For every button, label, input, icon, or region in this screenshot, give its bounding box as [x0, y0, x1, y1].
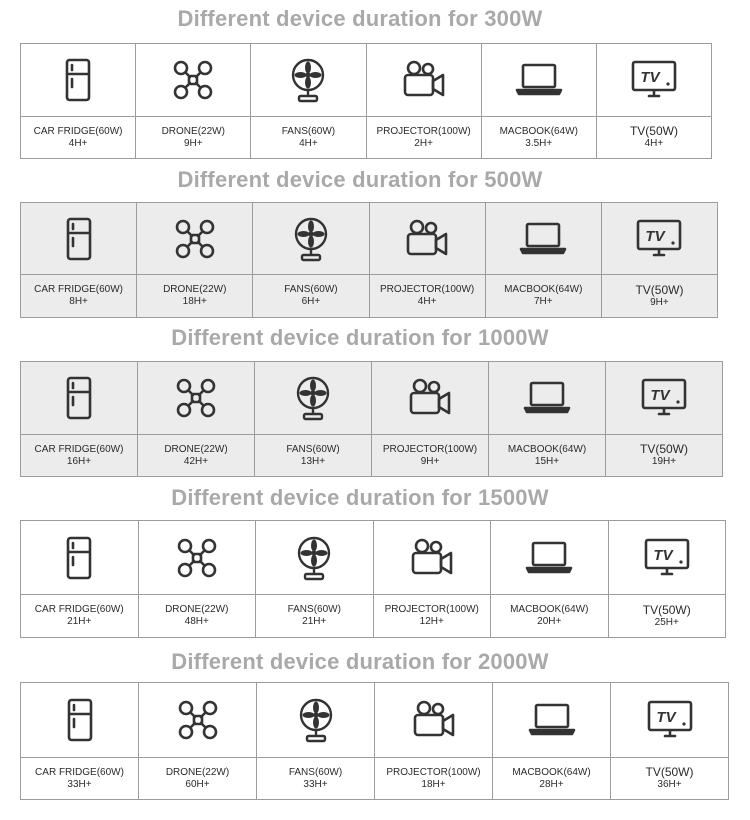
- device-duration: 9H+: [183, 137, 203, 149]
- device-text: [367, 117, 481, 158]
- device-icon-area: [136, 44, 250, 117]
- device-cell: [491, 521, 609, 637]
- device-duration: 3.5H+: [525, 137, 553, 149]
- device-duration: 18H+: [421, 778, 446, 790]
- device-label: CAR FRIDGE(60W): [35, 766, 124, 778]
- device-duration: 21H+: [302, 616, 327, 627]
- fridge-icon: [53, 55, 103, 105]
- device-label: MACBOOK(64W): [510, 604, 589, 615]
- device-cell: [482, 44, 597, 158]
- device-icon-area: [256, 521, 373, 595]
- device-icon-area: [486, 203, 601, 275]
- fan-icon: [289, 533, 339, 583]
- section-title: Different device duration for 300W: [177, 6, 543, 31]
- device-text: [491, 595, 608, 637]
- device-text: [486, 275, 601, 317]
- device-duration: 15H+: [534, 455, 560, 467]
- device-icon-area: [21, 683, 138, 758]
- drone-icon: [173, 695, 223, 745]
- device-label: MACBOOK(64W): [507, 443, 587, 455]
- device-text: [21, 758, 138, 799]
- device-cell: [609, 521, 726, 637]
- device-icon-area: [482, 44, 596, 117]
- device-cell: [251, 44, 366, 158]
- laptop-icon: [527, 695, 577, 745]
- device-text: [609, 595, 726, 637]
- device-duration: 60H+: [185, 778, 210, 790]
- device-duration: 9H+: [420, 455, 440, 467]
- projector-icon: [402, 214, 452, 264]
- device-icon-area: [21, 44, 135, 117]
- device-cell: [253, 203, 369, 317]
- device-label: DRONE(22W): [165, 604, 229, 615]
- device-duration: 8H+: [69, 296, 88, 307]
- device-cell: [21, 683, 139, 799]
- tv-icon: [629, 55, 679, 105]
- device-label: CAR FRIDGE(60W): [34, 284, 124, 295]
- device-duration: 4H+: [417, 296, 437, 307]
- drone-icon: [172, 533, 222, 583]
- device-cell: [367, 44, 482, 158]
- device-icon-area: [139, 521, 256, 595]
- drone-icon: [171, 373, 221, 423]
- device-label: TV(50W): [645, 765, 694, 779]
- device-cell: [486, 203, 602, 317]
- device-label: FANS(60W): [286, 443, 340, 455]
- fan-icon: [288, 373, 338, 423]
- device-text: [374, 595, 491, 637]
- device-icon-area: [370, 203, 485, 275]
- device-text: [255, 435, 371, 476]
- device-cell: [21, 362, 138, 476]
- device-label: PROJECTOR(100W): [382, 443, 478, 455]
- device-text: [138, 435, 254, 476]
- device-icon-area: [597, 44, 711, 117]
- tv-icon: [634, 214, 684, 264]
- fridge-icon: [55, 695, 105, 745]
- device-cell: [137, 203, 253, 317]
- device-text: [21, 595, 138, 637]
- device-duration: 18H+: [182, 296, 207, 307]
- device-duration: 33H+: [67, 778, 92, 790]
- device-cell: [372, 362, 489, 476]
- fridge-icon: [54, 214, 104, 264]
- device-table: [20, 682, 729, 800]
- device-label: PROJECTOR(100W): [384, 604, 479, 615]
- device-icon-area: [367, 44, 481, 117]
- device-cell: [21, 203, 137, 317]
- device-icon-area: [602, 203, 717, 275]
- section-title: Different device duration for 2000W: [171, 649, 549, 674]
- laptop-icon: [524, 533, 574, 583]
- device-text: [257, 758, 374, 799]
- device-cell: [257, 683, 375, 799]
- device-cell: [489, 362, 606, 476]
- device-duration: 48H+: [184, 616, 209, 627]
- device-duration: 2H+: [414, 137, 433, 149]
- device-cell: [375, 683, 493, 799]
- device-text: [21, 435, 137, 476]
- laptop-icon: [518, 214, 568, 264]
- device-label: FANS(60W): [281, 125, 336, 137]
- device-icon-area: [609, 521, 726, 595]
- device-text: [370, 275, 485, 317]
- device-cell: [255, 362, 372, 476]
- projector-icon: [409, 695, 459, 745]
- device-icon-area: [21, 362, 137, 435]
- device-icon-area: [251, 44, 365, 117]
- device-cell: [256, 521, 374, 637]
- device-text: [597, 117, 711, 158]
- fan-icon: [283, 55, 333, 105]
- device-cell: [139, 521, 257, 637]
- device-label: CAR FRIDGE(60W): [34, 443, 124, 455]
- drone-icon: [170, 214, 220, 264]
- device-label: PROJECTOR(100W): [379, 284, 475, 295]
- device-duration: 4H+: [299, 137, 318, 149]
- device-text: [372, 435, 488, 476]
- device-cell: [597, 44, 711, 158]
- device-duration: 16H+: [66, 455, 92, 467]
- section-title: Different device duration for 1000W: [171, 325, 549, 350]
- device-text: [21, 117, 135, 158]
- device-text: [611, 758, 728, 799]
- device-duration: 33H+: [303, 778, 328, 790]
- device-cell: [136, 44, 251, 158]
- device-label: DRONE(22W): [163, 284, 227, 295]
- device-label: TV(50W): [640, 442, 688, 456]
- device-duration: 4H+: [68, 137, 88, 149]
- device-label: TV(50W): [635, 282, 684, 297]
- device-label: DRONE(22W): [161, 125, 225, 137]
- device-table: [20, 520, 726, 638]
- device-label: CAR FRIDGE(60W): [33, 125, 123, 137]
- section-title: Different device duration for 1500W: [171, 485, 549, 510]
- fridge-icon: [54, 373, 104, 423]
- device-text: [251, 117, 365, 158]
- device-text: [136, 117, 250, 158]
- device-icon-area: [257, 683, 374, 758]
- device-text: [256, 595, 373, 637]
- device-icon-area: [137, 203, 252, 275]
- device-label: PROJECTOR(100W): [386, 766, 481, 778]
- device-table: [20, 202, 718, 318]
- device-cell: [138, 362, 255, 476]
- device-text: [139, 758, 256, 799]
- device-table: [20, 361, 723, 477]
- projector-icon: [407, 533, 457, 583]
- device-label: TV(50W): [629, 124, 678, 138]
- tv-icon: [642, 533, 692, 583]
- device-cell: [606, 362, 722, 476]
- device-cell: [374, 521, 492, 637]
- section-title: Different device duration for 500W: [177, 167, 543, 192]
- device-label: DRONE(22W): [165, 766, 230, 778]
- device-text: [253, 275, 368, 317]
- device-icon-area: [374, 521, 491, 595]
- device-duration: 25H+: [654, 616, 679, 628]
- projector-icon: [399, 55, 449, 105]
- device-cell: [493, 683, 611, 799]
- device-icon-area: [21, 203, 136, 275]
- device-text: [493, 758, 610, 799]
- device-icon-area: [611, 683, 728, 758]
- device-icon-area: [606, 362, 722, 435]
- device-text: [482, 117, 596, 158]
- device-label: PROJECTOR(100W): [376, 125, 471, 137]
- device-icon-area: [255, 362, 371, 435]
- device-icon-area: [489, 362, 605, 435]
- device-duration: 7H+: [533, 296, 553, 307]
- device-text: [489, 435, 605, 476]
- drone-icon: [168, 55, 218, 105]
- tv-icon: [645, 695, 695, 745]
- device-text: [137, 275, 252, 317]
- tv-icon: [639, 373, 689, 423]
- device-label: FANS(60W): [287, 604, 341, 615]
- fan-icon: [291, 695, 341, 745]
- device-icon-area: [491, 521, 608, 595]
- device-cell: [139, 683, 257, 799]
- device-duration: 36H+: [657, 779, 682, 790]
- device-label: MACBOOK(64W): [499, 125, 578, 137]
- device-icon-area: [375, 683, 492, 758]
- device-label: FANS(60W): [284, 284, 338, 295]
- device-label: FANS(60W): [288, 766, 343, 778]
- device-text: [602, 275, 717, 317]
- device-cell: [602, 203, 717, 317]
- fan-icon: [286, 214, 336, 264]
- device-icon-area: [21, 521, 138, 595]
- device-label: MACBOOK(64W): [504, 284, 583, 295]
- device-duration: 42H+: [183, 455, 209, 467]
- device-icon-area: [372, 362, 488, 435]
- device-text: [21, 275, 136, 317]
- device-icon-area: [138, 362, 254, 435]
- device-label: DRONE(22W): [164, 443, 228, 455]
- fridge-icon: [54, 533, 104, 583]
- device-text: [606, 435, 722, 476]
- device-duration: 4H+: [644, 138, 664, 149]
- device-label: CAR FRIDGE(60W): [34, 604, 124, 615]
- projector-icon: [405, 373, 455, 423]
- device-icon-area: [139, 683, 256, 758]
- device-text: [375, 758, 492, 799]
- laptop-icon: [514, 55, 564, 105]
- device-label: MACBOOK(64W): [512, 766, 591, 778]
- device-duration: 13H+: [300, 455, 326, 467]
- device-duration: 21H+: [67, 616, 92, 627]
- device-duration: 12H+: [419, 616, 444, 627]
- device-duration: 6H+: [301, 296, 321, 307]
- device-duration: 9H+: [650, 296, 669, 308]
- device-duration: 20H+: [537, 616, 562, 627]
- device-duration: 19H+: [651, 456, 677, 467]
- device-table: [20, 43, 712, 159]
- device-cell: [370, 203, 486, 317]
- device-label: TV(50W): [642, 602, 691, 617]
- device-cell: [21, 521, 139, 637]
- device-cell: [21, 44, 136, 158]
- device-duration: 28H+: [539, 778, 564, 790]
- device-icon-area: [493, 683, 610, 758]
- device-icon-area: [253, 203, 368, 275]
- device-text: [139, 595, 256, 637]
- laptop-icon: [522, 373, 572, 423]
- device-cell: [611, 683, 728, 799]
